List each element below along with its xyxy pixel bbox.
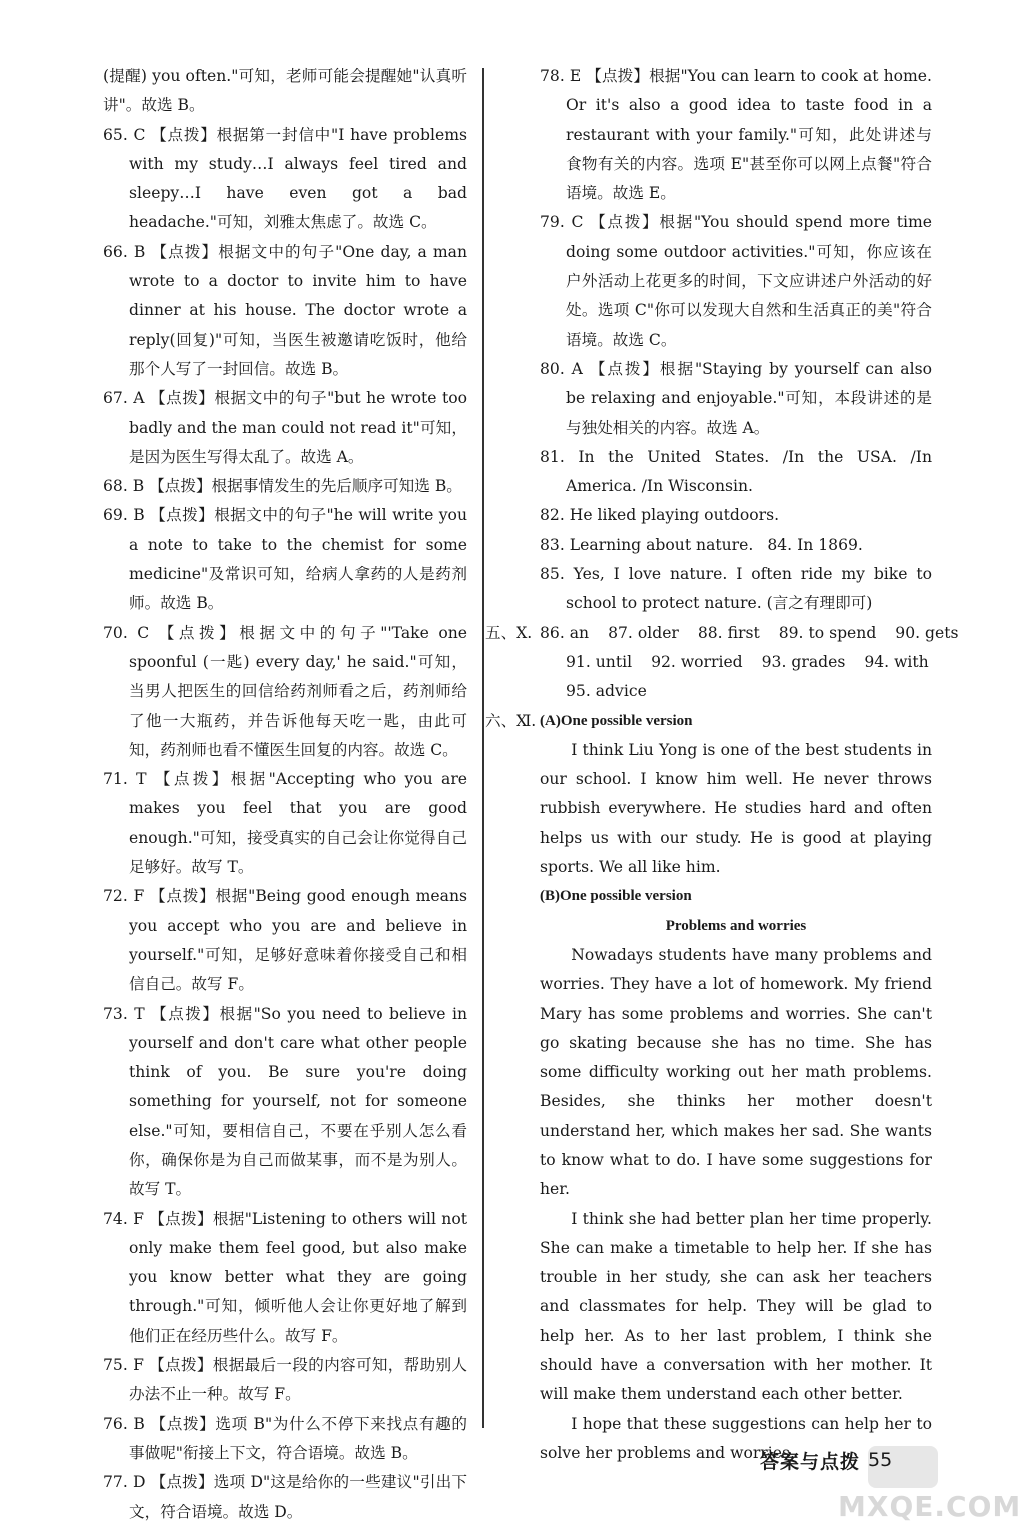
answer-67: 67. A 【点拨】根据文中的句子"but he wrote too badly and the man could not read it"可知，是因为医生写得太乱了。故选 A。: [103, 389, 467, 466]
part-a-text: I think Liu Yong is one of the best students in our school. I know him well. He never throws rubbish everywhere. He studies hard and often helps us with our study. He is good at playing sports. We all like him.: [540, 740, 932, 877]
section-five-line-2: [540, 648, 932, 677]
answer-90: 90. gets: [895, 623, 959, 642]
section-five-label: 五、Ⅹ.: [485, 623, 533, 642]
watermark-text: MXQE.COM: [838, 1490, 1021, 1523]
section-six: [485, 707, 932, 1469]
essay-paragraph-1: Nowadays students have many problems and worries. They have a lot of homework. My friend Mary has some problems and worries. She can't go skating because she has no time. She has some difficulty working out her math problems. Besides, she thinks her mother doesn't understand her, which makes her sad. She wants to know what to do. I have some suggestions for her.: [540, 945, 932, 1199]
answer-71: 71. T 【点拨】根据"Accepting who you are makes you feel that you are good enough."可知，接受真实的自己会让你觉得自己足够好。故写 T。: [103, 770, 467, 877]
answer-84: 84. In 1869.: [767, 535, 863, 554]
section-six-label: 六、Ⅺ.: [485, 711, 537, 730]
answer-73: 73. T 【点拨】根据"So you need to believe in yourself and don't care what other people think of you. Be sure you're doing something for yourself, not for someone else."可知，要相信自己，不要在乎别人怎么看你，确保你是为自己而做某事，而不是为别人。故写 T。: [103, 1004, 467, 1199]
left-column: [103, 62, 467, 1527]
answer-94: 94. with: [864, 652, 929, 671]
answer-72: 72. F 【点拨】根据"Being good enough means you accept who you are and believe in yourself."可知，足够好意味着你接受自己和相信自己。故写 F。: [103, 887, 467, 994]
right-column: [485, 62, 959, 1468]
answer-70: 70. C 【点拨】根据文中的句子"'Take one spoonful (一匙) every day,' he said."可知，当男人把医生的回信给药剂师看之后，药剂师给了他一大瓶药，并告诉他每天吃一匙，由此可知，药剂师也看不懂医生回复的内容。故选 C。: [103, 623, 467, 759]
answer-continued: (提醒) you often."可知，老师可能会提醒她"认真听讲"。故选 B。: [103, 67, 467, 115]
answer-76: 76. B 【点拨】选项 B"为什么不停下来找点有趣的事做呢"衔接上下文，符合语境。故选 B。: [103, 1414, 467, 1462]
answer-95: 95. advice: [566, 682, 647, 701]
answer-85: 85. Yes, I love nature. I often ride my bike to school to protect nature. (言之有理即可): [540, 565, 932, 613]
essay-paragraph-3: I hope that these suggestions can help her to solve her problems and worries.: [540, 1414, 932, 1462]
answer-65: 65. C 【点拨】根据第一封信中"I have problems with my study…I always feel tired and sleepy…I have even got a bad headache."可知，刘雅太焦虑了。故选 C。: [103, 125, 467, 232]
page-footer: [760, 1440, 892, 1480]
section-five-line-3: [540, 677, 932, 706]
answer-74: 74. F 【点拨】根据"Listening to others will not only make them feel good, but also make you know better what they are going through."可知，倾听他人会让你更好地了解到他们正在经历些什么。故写 F。: [103, 1209, 467, 1345]
footer-brand: 答案与点拨: [760, 1450, 861, 1473]
answer-92: 92. worried: [651, 652, 743, 671]
answer-80: 80. A 【点拨】根据"Staying by yourself can also be relaxing and enjoyable."可知，本段讲述的是与独处相关的内容。故选 A。: [540, 359, 932, 437]
answer-88: 88. first: [697, 623, 760, 642]
essay-title: Problems and worries: [665, 917, 807, 934]
answer-68: 68. B 【点拨】根据事情发生的先后顺序可知选 B。: [103, 477, 462, 496]
column-divider: [482, 68, 484, 1428]
part-a-title: (A)One possible version: [540, 712, 693, 729]
answer-66: 66. B 【点拨】根据文中的句子"One day, a man wrote to a doctor to invite him to have dinner at his house. The doctor wrote a reply(回复)"可知，当医生被邀请吃饭时，他给那个人写了一封回信。故选 B。: [103, 242, 467, 378]
answer-93: 93. grades: [761, 652, 846, 671]
answer-79: 79. C 【点拨】根据"You should spend more time doing some outdoor activities."可知，你应该在户外活动上花更多的时间，下文应讲述户外活动的好处。选项 C"你可以发现大自然和生活真正的美"符合语境。故选 C。: [540, 213, 932, 349]
answer-91: 91. until: [566, 652, 633, 671]
answer-82: 82. He liked playing outdoors.: [540, 506, 780, 525]
answer-86: 86. an: [540, 623, 590, 642]
page-number: 55: [868, 1449, 893, 1471]
answer-69: 69. B 【点拨】根据文中的句子"he will write you a note to take to the chemist for some medicine"及常识可知，给病人拿药的人是药剂师。故选 B。: [103, 506, 467, 613]
answer-83: 83. Learning about nature.: [540, 535, 754, 554]
answer-89: 89. to spend: [778, 623, 877, 642]
part-b-title: (B)One possible version: [540, 888, 692, 905]
answer-78: 78. E 【点拨】根据"You can learn to cook at home. Or it's also a good idea to taste food in a restaurant with your family."可知，此处讲述与食物有关的内容。选项 E"甚至你可以网上点餐"符合语境。故选 E。: [540, 67, 932, 203]
section-five-line-1: [540, 619, 959, 648]
section-five: [485, 619, 959, 707]
essay-paragraph-2: I think she had better plan her time properly. She can make a timetable to help her. If she has trouble in her study, she can ask her teachers and classmates for help. They will be glad to help her. As to her last problem, I think she should have a conversation with her mother. It will make them understand each other better.: [540, 1209, 932, 1404]
answer-87: 87. older: [608, 623, 679, 642]
answer-75: 75. F 【点拨】根据最后一段的内容可知，帮助别人办法不止一种。故写 F。: [103, 1356, 467, 1404]
answer-83-84: [540, 531, 932, 560]
answer-77: 77. D 【点拨】选项 D"这是给你的一些建议"引出下文，符合语境。故选 D。: [103, 1473, 467, 1521]
answer-81: 81. In the United States. /In the USA. /In America. /In Wisconsin.: [540, 447, 932, 496]
